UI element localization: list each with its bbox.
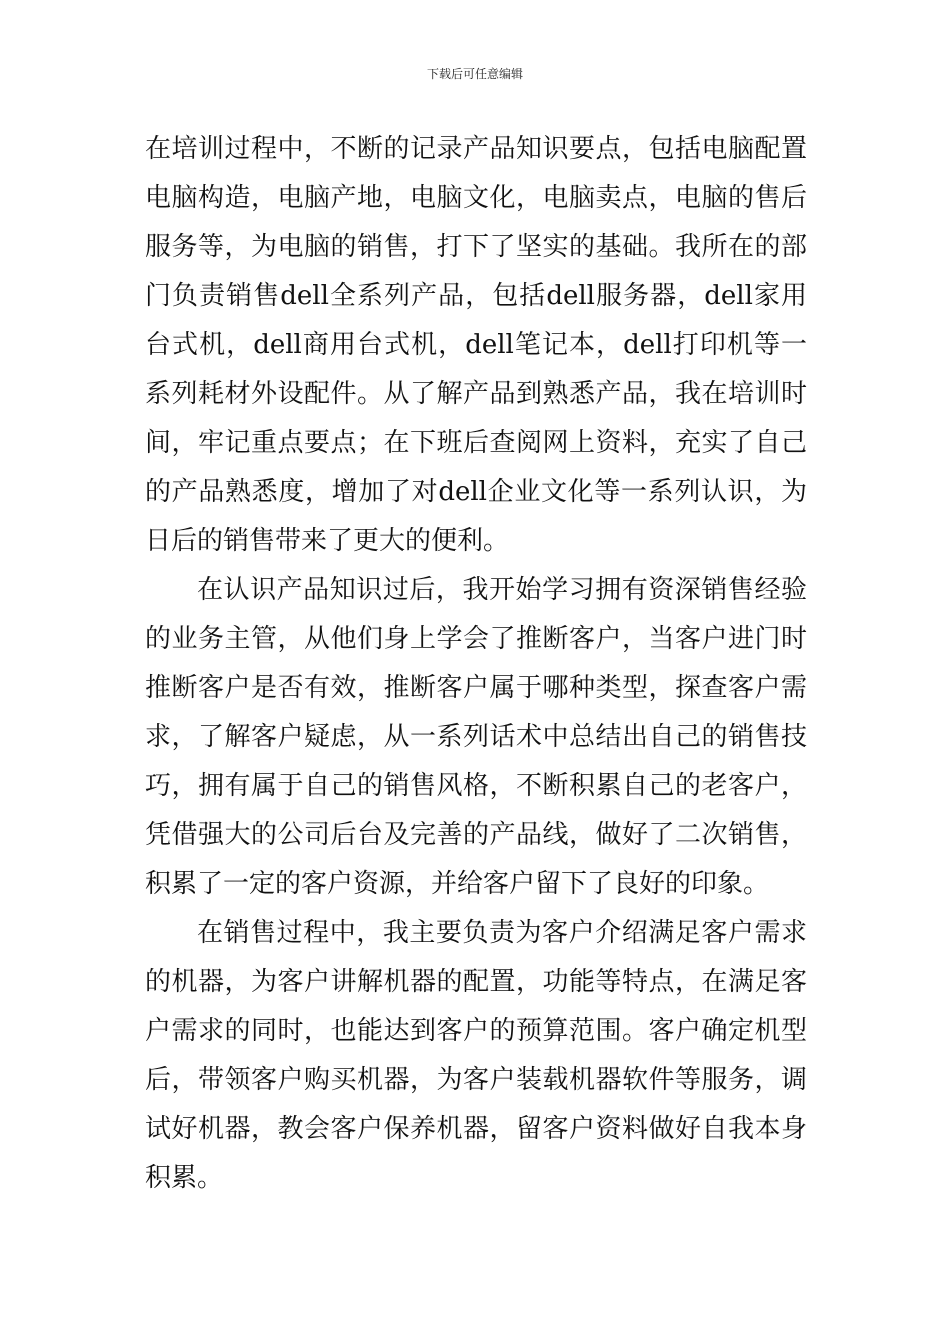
paragraph-2: 在认识产品知识过后，我开始学习拥有资深销售经验的业务主管，从他们身上学会了推断客户，当客户进门时推断客户是否有效，推断客户属于哪种类型，探查客户需求，了解客户疑虑，从一系列话术中总结出自己的销售技巧，拥有属于自己的销售风格，不断积累自己的老客户，凭借强大的公司后台及完善的产品线，做好了二次销售，积累了一定的客户资源，并给客户留下了良好的印象。 — [145, 575, 807, 899]
paragraph-3: 在销售过程中，我主要负责为客户介绍满足客户需求的机器，为客户讲解机器的配置，功能等特点，在满足客户需求的同时，也能达到客户的预算范围。客户确定机型后，带领客户购买机器，为客户装载机器软件等服务，调试好机器，教会客户保养机器，留客户资料做好自我本身积累。 — [145, 918, 807, 1193]
page-header: 下载后可任意编辑 — [426, 67, 523, 81]
document-body — [145, 125, 807, 1203]
paragraph-1: 在培训过程中，不断的记录产品知识要点，包括电脑配置电脑构造，电脑产地，电脑文化，电脑卖点，电脑的售后服务等，为电脑的销售，打下了坚实的基础。我所在的部门负责销售dell全系列产品，包括dell服务器，dell家用台式机，dell商用台式机，dell笔记本，dell打印机等一系列耗材外设配件。从了解产品到熟悉产品，我在培训时间，牢记重点要点；在下班后查阅网上资料，充实了自己的产品熟悉度，增加了对dell企业文化等一系列认识，为日后的销售带来了更大的便利。 — [145, 134, 807, 556]
